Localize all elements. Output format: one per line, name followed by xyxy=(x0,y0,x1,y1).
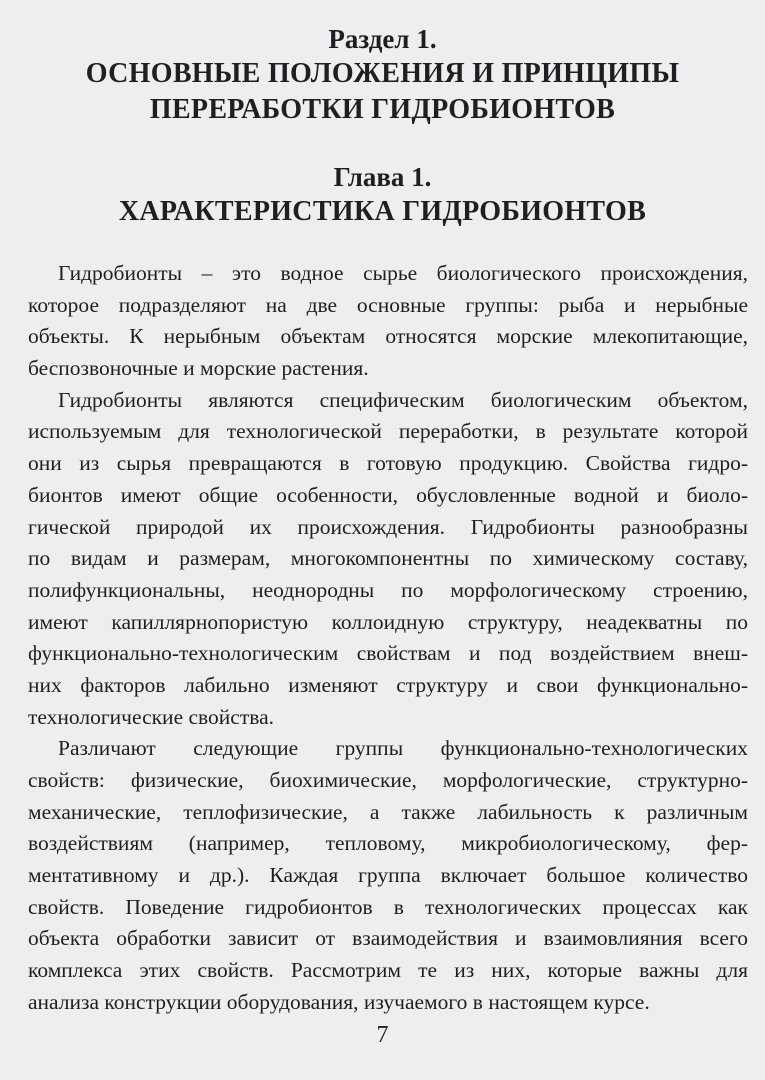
text-line: объекта обработки зависит от взаимодействия и взаимовлияния всего xyxy=(28,926,748,951)
section-title-line: ПЕРЕРАБОТКИ ГИДРОБИОНТОВ xyxy=(149,94,616,125)
paragraph-3 xyxy=(28,733,748,1018)
text-line: используемым для технологической переработки, в результате которой xyxy=(28,419,748,444)
section-title xyxy=(0,56,765,128)
text-line: Различают следующие группы функционально-технологических xyxy=(58,736,748,761)
text-line: Гидробионты – это водное сырье биологического происхождения, xyxy=(58,261,748,285)
text-line: функционально-технологическим свойствам и под воздействием внеш- xyxy=(28,641,748,666)
text-line: анализа конструкции оборудования, изучаемого в настоящем курсе. xyxy=(28,989,650,1014)
text-line: них факторов лабильно изменяют структуру и свои функционально- xyxy=(28,672,748,697)
chapter-title: ХАРАКТЕРИСТИКА ГИДРОБИОНТОВ xyxy=(118,196,647,227)
text-line: свойств. Поведение гидробионтов в технологических процессах как xyxy=(28,894,748,919)
text-line: они из сырья превращаются в готовую продукцию. Свойства гидро- xyxy=(28,451,748,476)
text-line: объекты. К нерыбным объектам относятся морские млекопитающие, xyxy=(28,324,748,349)
body-text xyxy=(28,258,748,1019)
section-label: Раздел 1. xyxy=(328,24,437,54)
text-line: ментативному и др.). Каждая группа включает большое количество xyxy=(28,863,748,888)
text-line: имеют капиллярнопористую коллоидную структуру, неадекватны по xyxy=(28,609,748,634)
text-line: механические, теплофизические, а также лабильность к различным xyxy=(28,799,748,824)
text-line: полифункциональны, неоднородны по морфологическому строению, xyxy=(28,577,748,602)
text-line: комплекса этих свойств. Рассмотрим те из них, которые важны для xyxy=(28,958,748,983)
text-line: свойств: физические, биохимические, морфологические, структурно- xyxy=(28,768,748,792)
paragraph-2 xyxy=(28,385,748,734)
paragraph-1 xyxy=(28,258,748,385)
text-line: воздействиям (например, тепловому, микробиологическому, фер- xyxy=(28,831,748,856)
text-line: технологические свойства. xyxy=(28,704,275,729)
section-title-line: ОСНОВНЫЕ ПОЛОЖЕНИЯ И ПРИНЦИПЫ xyxy=(85,58,680,89)
text-line: бионтов имеют общие особенности, обусловленные водной и биоло- xyxy=(28,482,748,507)
text-line: гической природой их происхождения. Гидробионты разнообразны xyxy=(28,514,748,539)
chapter-label: Глава 1. xyxy=(333,162,432,192)
text-line: по видам и размерам, многокомпонентны по химическому составу, xyxy=(28,546,748,571)
text-line: которое подразделяют на две основные группы: рыба и нерыбные xyxy=(28,292,748,317)
text-line: беспозвоночные и морские растения. xyxy=(28,356,369,381)
text-line: Гидробионты являются специфическим биологическим объектом, xyxy=(58,387,748,412)
page-number: 7 xyxy=(376,1022,389,1048)
